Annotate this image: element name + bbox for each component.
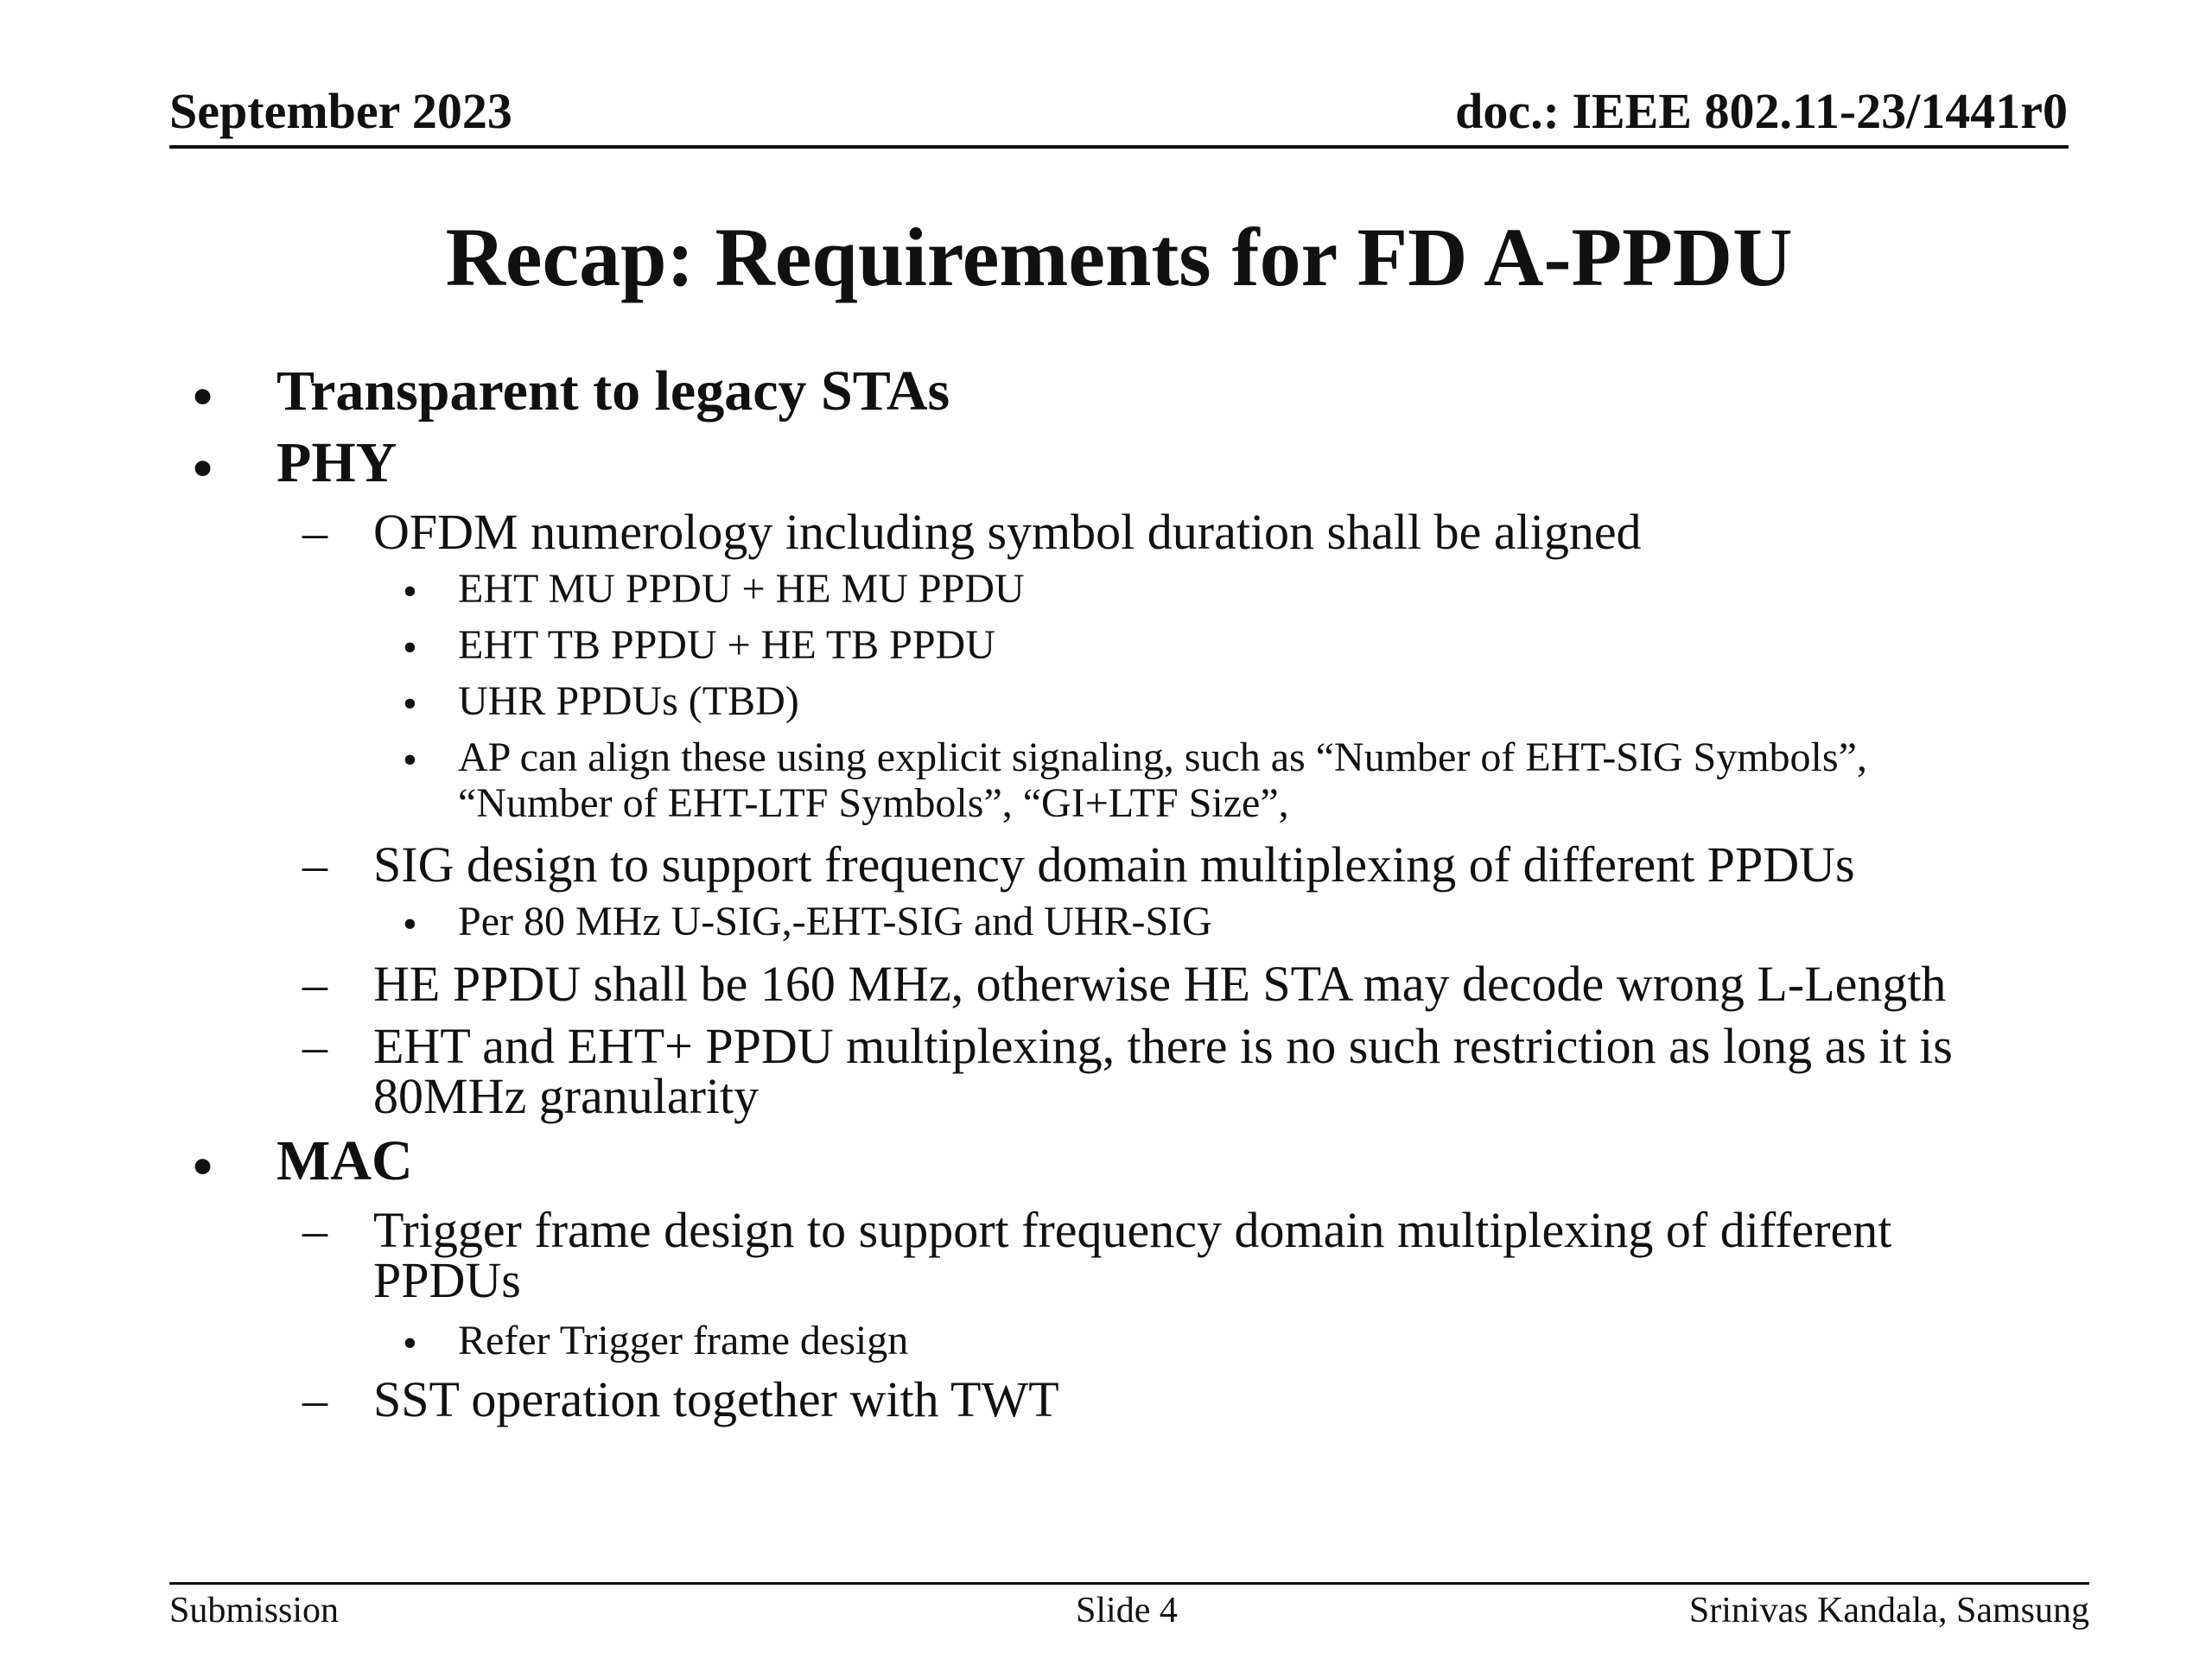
dash-marker: – <box>302 836 327 893</box>
bullet-marker: • <box>193 365 213 429</box>
slide-title: Recap: Requirements for FD A-PPDU <box>445 211 1793 303</box>
footer-submission: Submission <box>169 1591 340 1630</box>
footer-divider <box>169 1582 2089 1585</box>
bullet-marker: • <box>193 1135 213 1198</box>
item-he-ppdu: HE PPDU shall be 160 MHz, otherwise HE STA may decode wrong L-Length <box>373 956 1947 1012</box>
header-doc-id: doc.: IEEE 802.11-23/1441r0 <box>1455 83 2068 139</box>
bullet-marker: • <box>403 625 417 671</box>
bullet-marker: • <box>403 1320 417 1366</box>
subitem-eht-tb: EHT TB PPDU + HE TB PPDU <box>458 622 995 668</box>
footer-slide-number: Slide 4 <box>1076 1591 1178 1630</box>
dash-marker: – <box>302 1202 327 1258</box>
item-eht-line2: 80MHz granularity <box>373 1068 760 1124</box>
item-ofdm: OFDM numerology including symbol duration shall be aligned <box>373 504 1642 560</box>
header-divider <box>169 145 2069 149</box>
item-trigger-line2: PPDUs <box>373 1252 521 1308</box>
subitem-eht-mu: EHT MU PPDU + HE MU PPDU <box>458 566 1025 612</box>
dash-marker: – <box>302 956 327 1012</box>
bullet-phy: PHY <box>276 431 397 494</box>
bullet-marker: • <box>403 901 417 947</box>
bullet-marker: • <box>403 681 417 727</box>
bullet-marker: • <box>403 569 417 614</box>
subitem-per-80mhz: Per 80 MHz U-SIG,-EHT-SIG and UHR-SIG <box>458 899 1212 944</box>
header-date: September 2023 <box>169 83 512 139</box>
subitem-refer-trigger: Refer Trigger frame design <box>458 1318 909 1363</box>
subitem-ap-align-line2: “Number of EHT-LTF Symbols”, “GI+LTF Size”, <box>458 780 1289 826</box>
item-eht-line1: EHT and EHT+ PPDU multiplexing, there is no such restriction as long as it is <box>373 1018 1953 1074</box>
item-sig: SIG design to support frequency domain multiplexing of different PPDUs <box>373 836 1855 893</box>
bullet-marker: • <box>193 437 213 500</box>
dash-marker: – <box>302 504 327 560</box>
subitem-ap-align-line1: AP can align these using explicit signaling, such as “Number of EHT-SIG Symbols”, <box>458 734 1867 780</box>
item-sst: SST operation together with TWT <box>373 1371 1059 1427</box>
dash-marker: – <box>302 1371 327 1427</box>
subitem-uhr: UHR PPDUs (TBD) <box>458 678 799 724</box>
bullet-mac: MAC <box>276 1129 413 1192</box>
bullet-marker: • <box>403 737 417 783</box>
item-trigger-line1: Trigger frame design to support frequency domain multiplexing of different <box>373 1202 1892 1258</box>
footer-author: Srinivas Kandala, Samsung <box>1688 1591 2089 1630</box>
dash-marker: – <box>302 1018 327 1074</box>
bullet-transparent: Transparent to legacy STAs <box>276 359 950 423</box>
